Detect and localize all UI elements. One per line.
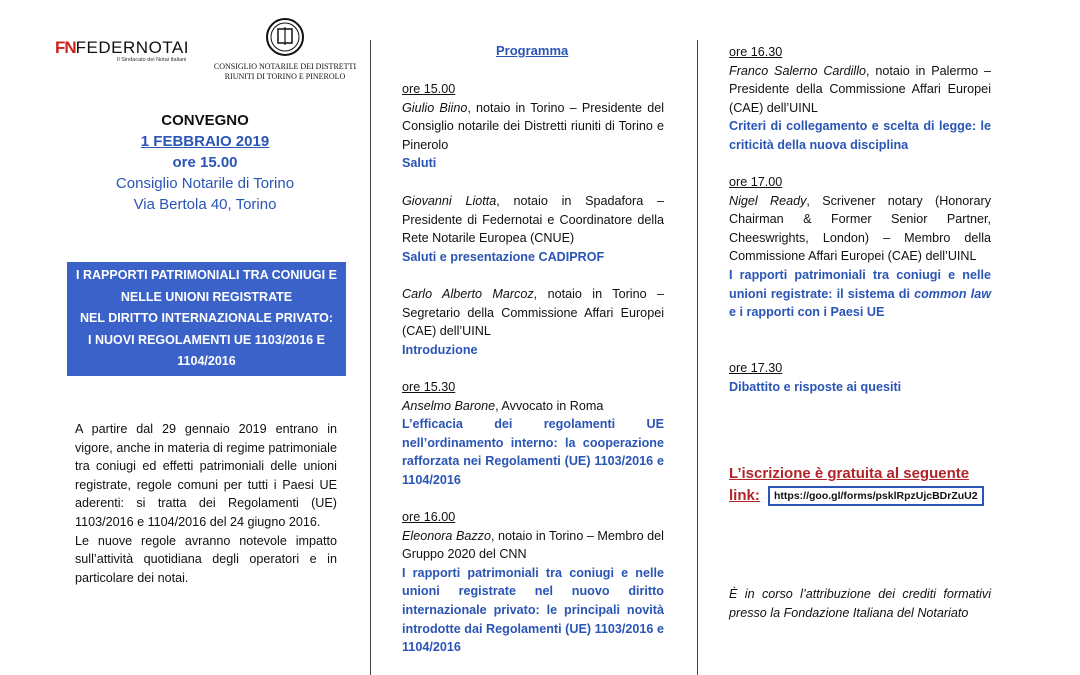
speaker-name: Franco Salerno Cardillo — [729, 63, 867, 78]
session-time: ore 17.00 — [729, 175, 783, 189]
event-address: Via Bertola 40, Torino — [133, 196, 277, 213]
banner-line: 1104/2016 — [177, 354, 236, 368]
credits-note: È in corso l’attribuzione dei crediti formativi presso la Fondazione Italiana del Notariato — [729, 587, 991, 620]
consiglio-seal-icon — [263, 17, 307, 57]
speaker-role: , Scrivener notary (Honorary Chairman & Former Senior Partner, Cheeswrights, London) – Membro della Commissione Affari Europei (CAE) dell’UINL — [729, 193, 991, 264]
speaker-role: , notaio in Torino – Segretario della Commissione Affari Europei (CAE) dell’UINL — [402, 287, 664, 339]
session-topic: Saluti — [402, 156, 437, 171]
session-2 — [402, 192, 664, 266]
speaker-role: , notaio in Torino – Membro del Gruppo 2020 del CNN — [402, 528, 664, 562]
event-time: ore 15.00 — [172, 154, 238, 171]
federnotai-logo — [55, 38, 189, 63]
title-banner — [67, 262, 346, 376]
intro-paragraph: Le nuove regole avranno notevole impatto sull’attività quotidiana degli operatori e in particolare dei notai. — [75, 533, 337, 585]
session-1 — [402, 80, 664, 173]
banner-line: NELLE UNIONI REGISTRATE — [120, 289, 293, 304]
column-divider — [697, 40, 698, 675]
session-topic: L’efficacia dei regolamenti UE nell’ordinamento interno: la cooperazione rafforzata nei Regolamenti (UE) 1103/2016 e 1104/2016 — [402, 417, 664, 487]
federnotai-subtitle: Il Sindacato dei Notai Italiani — [117, 57, 187, 63]
event-header — [80, 110, 330, 215]
speaker-name: Giulio Biino — [402, 100, 468, 115]
registration-link-label: link: — [729, 487, 760, 504]
speaker-name: Giovanni Liotta — [402, 194, 497, 208]
event-venue: Consiglio Notarile di Torino — [115, 175, 295, 192]
event-type: CONVEGNO — [161, 112, 249, 129]
session-3 — [402, 285, 664, 359]
session-topic: Saluti e presentazione CADIPROF — [402, 249, 605, 264]
speaker-role: , notaio in Spadafora – Presidente di Federnotai e Coordinatore della Rete Notarile Europea (CNUE) — [402, 194, 664, 246]
session-7 — [729, 173, 991, 322]
programma-title: Programma — [496, 43, 569, 58]
session-topic: Dibattito e risposte ai quesiti — [729, 379, 902, 394]
consiglio-logo — [210, 17, 360, 82]
session-time: ore 17.30 — [729, 361, 783, 375]
column-divider — [370, 40, 371, 675]
banner-line: I NUOVI REGOLAMENTI UE 1103/2016 E — [88, 332, 325, 347]
registration-block — [729, 463, 991, 507]
banner-line: I RAPPORTI PATRIMONIALI TRA CONIUGI E — [76, 268, 337, 282]
session-8 — [729, 359, 991, 396]
session-time: ore 15.00 — [402, 82, 456, 96]
session-topic: Criteri di collegamento e scelta di legge: le criticità della nuova disciplina — [729, 119, 991, 152]
consiglio-name-line2: RIUNITI DI TORINO E PINEROLO — [224, 72, 346, 81]
session-6 — [729, 43, 991, 155]
speaker-name: Nigel Ready — [729, 193, 807, 208]
session-time: ore 15.30 — [402, 380, 456, 394]
registration-link[interactable]: https://goo.gl/forms/psklRpzUjcBDrZuU2 — [768, 486, 984, 506]
session-4 — [402, 378, 664, 490]
session-topic: I rapporti patrimoniali tra coniugi e nelle unioni registrate nel nuovo diritto internazionale privato: le principali novità introdotte dai Regolamenti (UE) 1103/2016 e 1104/2016 — [402, 565, 664, 655]
speaker-role: , notaio in Palermo – Presidente della Commissione Affari Europei (CAE) dell’UINL — [729, 63, 991, 115]
session-topic: I rapporti patrimoniali tra coniugi e nelle unioni registrate: il sistema di common law e i rapporti con i Paesi UE — [729, 267, 991, 320]
session-time: ore 16.00 — [402, 510, 456, 524]
session-5 — [402, 508, 664, 657]
speaker-name: Carlo Alberto Marcoz — [402, 287, 534, 301]
event-date: 1 FEBBRAIO 2019 — [140, 133, 270, 150]
speaker-role: , notaio in Torino – Presidente del Consiglio notarile dei Distretti riuniti di Torino e Pinerolo — [402, 100, 664, 152]
session-time: ore 16.30 — [729, 45, 783, 59]
intro-paragraph: A partire dal 29 gennaio 2019 entrano in vigore, anche in materia di regime patrimoniale tra coniugi ed effetti patrimoniali delle unioni registrate, regole comuni per tutti i Paesi UE aderenti: si tratta dei Regolamenti (UE) 1103/2016 e 1104/2016 del 24 giugno 2016. — [75, 422, 337, 529]
speaker-name: Anselmo Barone — [402, 398, 496, 413]
registration-text: L’iscrizione è gratuita al seguente — [729, 465, 970, 482]
intro-text — [75, 420, 337, 587]
speaker-name: Eleonora Bazzo — [402, 528, 491, 543]
federnotai-name: FEDERNOTAI — [75, 38, 189, 57]
speaker-role: , Avvocato in Roma — [495, 398, 604, 413]
banner-line: NEL DIRITTO INTERNAZIONALE PRIVATO: — [79, 311, 333, 325]
consiglio-name-line1: CONSIGLIO NOTARILE DEI DISTRETTI — [213, 62, 357, 71]
session-topic: Introduzione — [402, 342, 478, 357]
federnotai-mark: FN — [55, 38, 76, 57]
